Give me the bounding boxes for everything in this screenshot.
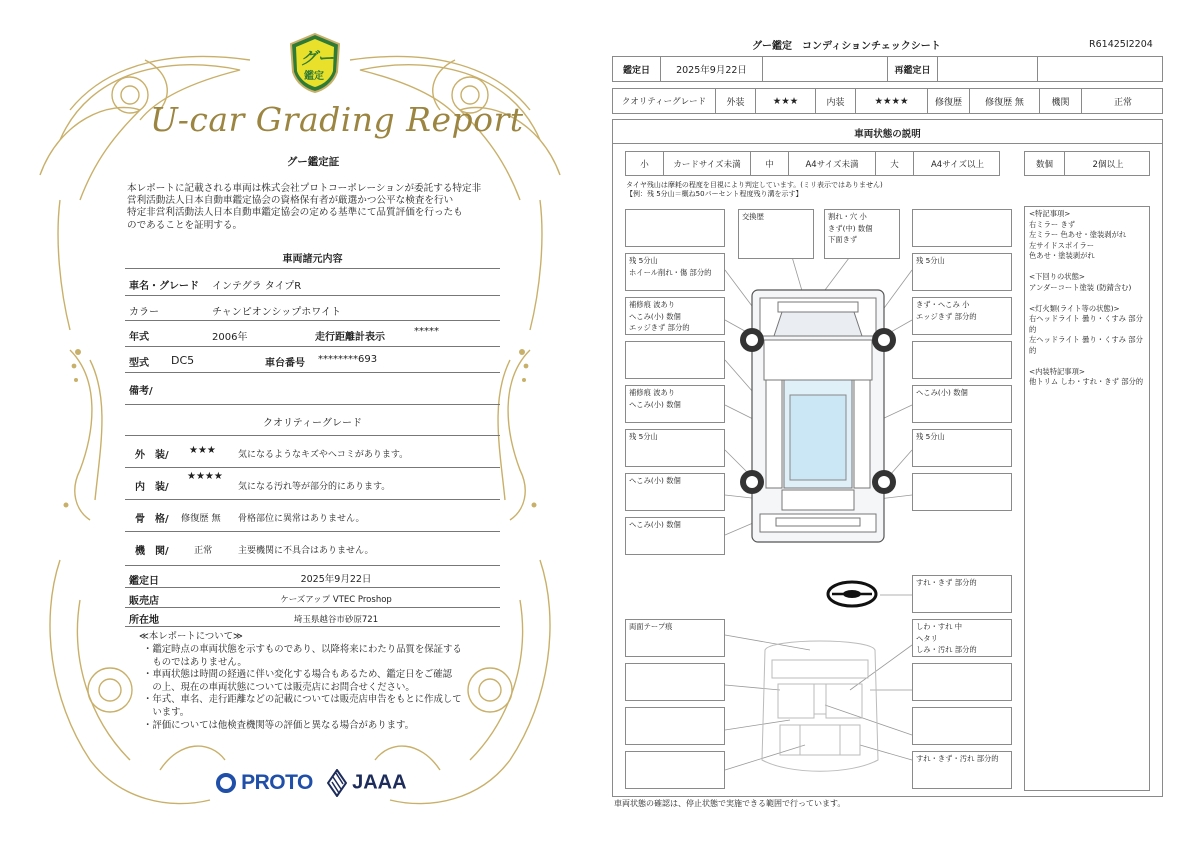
proto-logo-text: PROTO — [241, 771, 313, 794]
odo-value: ***** — [414, 326, 439, 337]
intro-line: のであることを証明する。 — [127, 219, 243, 231]
ext-callout-top-2: 割れ・穴 小 きず(中) 数個 下面きず — [824, 209, 900, 259]
intro-line: 特定非営利活動法人日本自動車鑑定協会の定める基準にて品質評価を行ったも — [127, 207, 463, 219]
tire-note: タイヤ残山は摩耗の程度を目視により判定しています。(ミリ表示ではありません) — [626, 181, 883, 189]
ext-callout-l3: 補修痕 波あり へこみ(小) 数個 エッジきず 部分的 — [625, 297, 725, 335]
footer-note: 車両状態の確認は、停止状態で実施できる範囲で行っています。 — [614, 799, 846, 808]
special-line: 右ヘッドライト 曇り・くすみ 部分的 — [1029, 314, 1143, 334]
quality-label: 内 装/ — [135, 482, 169, 493]
date-label: 鑑定日 — [129, 576, 159, 587]
location-label: 所在地 — [129, 615, 159, 626]
special-line: 右ミラー きず — [1029, 219, 1076, 229]
badge-sub: 鑑定 — [304, 71, 324, 82]
quality-grade: 修復歴 無 — [181, 513, 221, 524]
quality-desc: 主要機関に不具合はありません。 — [238, 546, 374, 556]
repair-value: 修復歴 無 — [970, 89, 1040, 113]
ext-callout-l1 — [625, 209, 725, 247]
chassis-value: ********693 — [318, 354, 378, 365]
quality-desc: 骨格部位に異常はありません。 — [238, 514, 365, 524]
ext-value: ★★★ — [756, 89, 816, 113]
special-line: 色あせ・塗装剥がれ — [1029, 251, 1095, 260]
int-callout-r2 — [912, 663, 1012, 701]
steering-wheel-icon — [828, 582, 876, 606]
jaaa-logo-text: JAAA — [352, 771, 407, 794]
condition-sheet — [600, 0, 1200, 848]
report-title: U-car Grading Report — [150, 100, 524, 139]
size-mid-desc: A4サイズ未満 — [789, 152, 876, 175]
special-line: <下回りの状態> — [1029, 272, 1086, 281]
intro-line: 本レポートに記載される車両は株式会社プロトコーポレーションが委託する特定非 — [127, 183, 482, 194]
notes-body — [143, 644, 513, 732]
note-line: ・評価については他検査機関等の評価と異なる場合があります。 — [143, 719, 414, 731]
notes — [139, 631, 509, 644]
shop-value: ケーズアップ VTEC Proshop — [280, 595, 392, 605]
note-line: ・車両状態は時間の経過に伴い変化する場合もあるため、鑑定日をご確認 — [143, 669, 453, 681]
odo-label: 走行距離計表示 — [315, 332, 385, 343]
date-value: 2025年9月22日 — [300, 574, 372, 585]
exterior-car-diagram — [740, 290, 896, 542]
int-callout-r1: しわ・すれ 中 へタリ しみ・汚れ 部分的 — [912, 619, 1012, 657]
size-mid-label: 中 — [751, 152, 789, 175]
ext-callout-l2: 残 5分山 ホイール削れ・傷 部分的 — [625, 253, 725, 291]
jaaa-logo-icon — [327, 769, 347, 797]
int-callout-l3 — [625, 707, 725, 745]
repair-label: 修復歴 — [928, 89, 970, 113]
engine-label: 機関 — [1040, 89, 1082, 113]
year-label: 年式 — [129, 332, 149, 343]
name-label: 車名・グレード — [129, 281, 199, 292]
special-line: 他トリム しわ・すれ・きず 部分的 — [1029, 377, 1144, 386]
special-line: 左ヘッドライト 曇り・くすみ 部分的 — [1029, 335, 1143, 355]
color-value: チャンピオンシップホワイト — [212, 307, 341, 318]
int-callout-l4 — [625, 751, 725, 789]
engine-value: 正常 — [1113, 97, 1132, 108]
note-line: ・鑑定時点の車両状態を示すものであり、以降将来にわたり品質を保証する — [143, 644, 462, 655]
quality-grade: ★★★ — [189, 445, 216, 456]
special-line: 左サイドスポイラー — [1029, 240, 1095, 250]
ext-callout-r2: 残 5分山 — [912, 253, 1012, 291]
int-callout-steering: すれ・きず 部分的 — [912, 575, 1012, 613]
intro-text — [127, 183, 507, 232]
sheet-title: グー鑑定 コンディションチェックシート — [752, 41, 941, 52]
ext-callout-top-1: 交換歴 — [738, 209, 814, 259]
model-value: DC5 — [171, 354, 195, 367]
date-label: 鑑定日 — [613, 57, 661, 81]
name-value: インテグラ タイプR — [212, 281, 302, 292]
proto-logo-icon — [216, 773, 236, 793]
ext-callout-l5: 補修痕 波あり へこみ(小) 数個 — [625, 385, 725, 423]
special-lines — [1029, 220, 1145, 388]
quality-desc: 気になるようなキズやヘコミがあります。 — [238, 450, 409, 460]
int-callout-r3 — [912, 707, 1012, 745]
int-label: 内装 — [816, 89, 856, 113]
special-title: <特記事項> — [1029, 209, 1071, 218]
redate-label: 再鑑定日 — [888, 57, 938, 81]
special-line: アンダーコート塗装 (防錆含む) — [1029, 282, 1132, 292]
proto-logo — [216, 771, 313, 799]
size-small-label: 小 — [626, 152, 664, 175]
model-label: 型式 — [129, 358, 149, 369]
count-label: 数個 — [1025, 152, 1065, 175]
note-line: ものではありません。 — [143, 656, 247, 668]
remarks-label: 備考/ — [129, 386, 153, 397]
ext-callout-l6: 残 5分山 — [625, 429, 725, 467]
special-notes — [1024, 206, 1150, 791]
size-small-desc: カードサイズ未満 — [664, 152, 751, 175]
note-line: います。 — [143, 706, 190, 718]
special-line: 左ミラー 色あせ・塗装剥がれ — [1029, 230, 1127, 239]
ext-callout-l8: へこみ(小) 数個 — [625, 517, 725, 555]
quality-grade: ★★★★ — [187, 471, 223, 482]
badge-text: グー — [300, 49, 334, 69]
chassis-label: 車台番号 — [265, 358, 305, 369]
quality-label: 骨 格/ — [135, 514, 169, 525]
note-line: ・年式、車名、走行距離などの記載については販売店申告をもとに作成して — [143, 694, 462, 706]
ext-callout-r3: きず・へこみ 小 エッジきず 部分的 — [912, 297, 1012, 335]
ext-callout-r5: へこみ(小) 数個 — [912, 385, 1012, 423]
ext-callout-l7: へこみ(小) 数個 — [625, 473, 725, 511]
special-line: <内装特記事項> — [1029, 366, 1086, 376]
count-value: 2個以上 — [1092, 159, 1124, 170]
state-title: 車両状態の説明 — [854, 129, 921, 140]
quality-title: クオリティーグレード — [263, 418, 362, 429]
ext-callout-r1 — [912, 209, 1012, 247]
ext-label: 外装 — [716, 89, 756, 113]
year-value: 2006年 — [212, 332, 248, 343]
quality-desc: 気になる汚れ等が部分的にあります。 — [238, 482, 391, 492]
int-value: ★★★★ — [856, 89, 928, 113]
quality-grade: 正常 — [194, 545, 213, 556]
int-callout-l1: 両面テープ痕 — [625, 619, 725, 657]
notes-title: ≪本レポートについて≫ — [139, 631, 243, 642]
quality-label: 機 関/ — [135, 546, 169, 557]
sheet-id: R61425I2204 — [1089, 39, 1153, 50]
intro-line: 営利活動法人日本自動車鑑定協会の資格保有者が厳選かつ公平な検査を行い — [127, 195, 454, 207]
size-large-label: 大 — [876, 152, 914, 175]
ext-callout-r4 — [912, 341, 1012, 379]
tire-note-example: 【例：残 5分山＝概ね50パーセント程度残り溝を示す】 — [626, 190, 803, 198]
size-large-desc: A4サイズ以上 — [930, 159, 985, 170]
certificate-title: グー鑑定証 — [286, 156, 340, 168]
int-callout-r4: すれ・きず・汚れ 部分的 — [912, 751, 1012, 789]
quality-label: 外 装/ — [135, 450, 169, 461]
date-value: 2025年9月22日 — [661, 57, 763, 81]
ext-callout-r7 — [912, 473, 1012, 511]
jaaa-logo — [327, 769, 407, 799]
spec-title: 車両諸元内容 — [282, 254, 343, 265]
ext-callout-r6: 残 5分山 — [912, 429, 1012, 467]
shop-label: 販売店 — [129, 596, 159, 607]
note-line: の上、現在の車両状態については販売店にお問合せください。 — [143, 681, 415, 693]
special-line: <灯火類(ライト等の状態)> — [1029, 303, 1120, 313]
goo-kantei-badge — [287, 32, 343, 94]
color-label: カラー — [129, 307, 159, 318]
location-value: 埼玉県越谷市砂原721 — [293, 615, 379, 625]
interior-car-diagram — [762, 641, 878, 771]
int-callout-l2 — [625, 663, 725, 701]
ext-callout-l4 — [625, 341, 725, 379]
qg-label: クオリティーグレード — [613, 89, 716, 113]
